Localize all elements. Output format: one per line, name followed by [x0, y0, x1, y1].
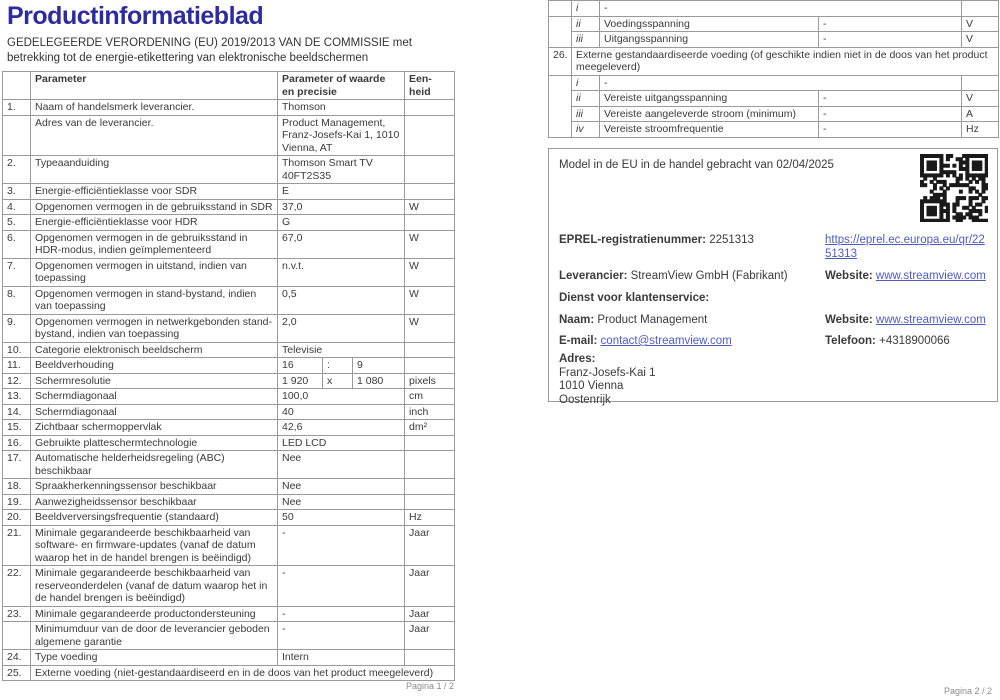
row-number: 21.	[3, 525, 31, 566]
website2-link[interactable]: www.streamview.com	[875, 314, 986, 326]
row-label: Minimumduur van de door de leverancier geboden algemene garantie	[31, 622, 278, 650]
phone-label: Telefoon:	[825, 335, 876, 347]
row-unit: Hz	[962, 122, 999, 138]
table-row	[3, 342, 455, 358]
row-label: Schermdiagonaal	[31, 389, 278, 405]
row-roman-numeral: i	[572, 1, 600, 17]
customer-service-heading-row	[559, 291, 989, 305]
table-row	[549, 122, 999, 138]
address-block	[559, 353, 989, 407]
row-value: LED LCD	[278, 435, 405, 451]
row-unit	[405, 358, 455, 374]
row-unit: Jaar	[405, 566, 455, 607]
row-label: Spraakherkenningssensor beschikbaar	[31, 479, 278, 495]
supplier-row	[559, 269, 989, 283]
row-number	[549, 75, 572, 137]
row-value: Nee	[278, 479, 405, 495]
product-info-table-page1	[2, 71, 455, 681]
row-unit: V	[962, 91, 999, 107]
product-info-table-page2	[548, 0, 999, 138]
row-number: 13.	[3, 389, 31, 405]
row-label: Type voeding	[31, 650, 278, 666]
header-value: Parameter of waarde en precisie	[278, 72, 405, 100]
table-row	[3, 373, 455, 389]
page-title: Productinformatieblad	[7, 2, 264, 30]
row-unit	[405, 342, 455, 358]
row-value: n.v.t.	[278, 258, 405, 286]
address-line-2: 1010 Vienna	[559, 380, 624, 392]
row-label: Typeaanduiding	[31, 156, 278, 184]
row-value: 40	[278, 404, 405, 420]
row-value: -	[819, 106, 962, 122]
row-number: 8.	[3, 286, 31, 314]
row-label: Gebruikte platteschermtechnologie	[31, 435, 278, 451]
row-value: -	[819, 16, 962, 32]
phone-value: +4318900066	[879, 335, 950, 347]
row-label: Opgenomen vermogen in uitstand, indien van toepassing	[31, 258, 278, 286]
table-row	[3, 420, 455, 436]
row-number: 14.	[3, 404, 31, 420]
table-row	[3, 184, 455, 200]
row-roman-numeral: iii	[572, 106, 600, 122]
row-unit: W	[405, 314, 455, 342]
row-roman-numeral: iii	[572, 32, 600, 48]
row-unit	[962, 75, 999, 91]
row-value: 100,0	[278, 389, 405, 405]
table-row	[3, 389, 455, 405]
row-value-separator: :	[323, 358, 353, 374]
row-number	[549, 1, 572, 17]
row-label: Externe voeding (niet-gestandaardiseerd en in de doos van het product meegeleverd)	[31, 665, 455, 681]
row-number: 10.	[3, 342, 31, 358]
row-value: -	[278, 622, 405, 650]
eprel-registration-row	[559, 233, 989, 260]
row-value: 1 080	[353, 373, 405, 389]
row-number	[3, 622, 31, 650]
table-header-row	[3, 72, 455, 100]
table-row	[3, 665, 455, 681]
eprel-link[interactable]: https://eprel.ec.europa.eu/qr/2251313	[825, 234, 985, 260]
table-row	[3, 451, 455, 479]
row-unit: W	[405, 286, 455, 314]
row-unit	[405, 451, 455, 479]
row-unit	[962, 1, 999, 17]
row-number: 12.	[3, 373, 31, 389]
page-2	[548, 0, 998, 138]
row-number: 9.	[3, 314, 31, 342]
row-value: 37,0	[278, 199, 405, 215]
row-number: 25.	[3, 665, 31, 681]
row-value: 50	[278, 510, 405, 526]
table-row	[3, 358, 455, 374]
row-unit: V	[962, 32, 999, 48]
row-number: 24.	[3, 650, 31, 666]
row-label: Vereiste stroomfrequentie	[600, 122, 819, 138]
row-unit	[405, 115, 455, 156]
table-row	[3, 650, 455, 666]
row-number: 22.	[3, 566, 31, 607]
table-row	[549, 32, 999, 48]
row-value: Thomson Smart TV 40FT2S35	[278, 156, 405, 184]
qr-code	[920, 154, 988, 222]
table-row	[3, 606, 455, 622]
page-1-footer: Pagina 1 / 2	[405, 681, 454, 691]
row-number: 7.	[3, 258, 31, 286]
row-label: Minimale gegarandeerde beschikbaarheid van reserveonderdelen (vanaf de datum waarop het in de handel brengen is beëindigd)	[31, 566, 278, 607]
website2-label: Website:	[825, 314, 873, 326]
page-subtitle: GEDELEGEERDE VERORDENING (EU) 2019/2013 VAN DE COMMISSIE met betrekking tot de energie-etikettering van elektronische beeldschermen	[7, 37, 412, 64]
address-line-1: Franz-Josefs-Kai 1	[559, 366, 656, 379]
row-value: -	[278, 606, 405, 622]
supplier-label: Leverancier:	[559, 270, 628, 282]
row-value: Nee	[278, 451, 405, 479]
row-unit: W	[405, 258, 455, 286]
customer-service-heading: Dienst voor klantenservice:	[559, 292, 710, 304]
row-unit: Jaar	[405, 622, 455, 650]
row-number: 18.	[3, 479, 31, 495]
row-value: Nee	[278, 494, 405, 510]
table-row	[3, 479, 455, 495]
table-row	[549, 16, 999, 32]
row-number	[549, 16, 572, 47]
row-label: Naam of handelsmerk leverancier.	[31, 100, 278, 116]
row-unit	[405, 650, 455, 666]
row-label: Opgenomen vermogen in netwerkgebonden stand-bystand, indien van toepassing	[31, 314, 278, 342]
row-unit	[405, 479, 455, 495]
row-label: Energie-efficiëntieklasse voor HDR	[31, 215, 278, 231]
row-label: Minimale gegarandeerde beschikbaarheid van software- en firmware-updates (vanaf de datum waarop het in de handel brengen is beëindigd)	[31, 525, 278, 566]
row-value: -	[819, 32, 962, 48]
row-roman-numeral: iv	[572, 122, 600, 138]
row-value: 0,5	[278, 286, 405, 314]
row-number: 11.	[3, 358, 31, 374]
website-label: Website:	[825, 270, 873, 282]
table-row	[3, 622, 455, 650]
address-label: Adres:	[559, 353, 596, 365]
header-parameter: Parameter	[31, 72, 278, 100]
email-link[interactable]: contact@streamview.com	[600, 335, 732, 347]
supplier-name: StreamView GmbH (Fabrikant)	[630, 270, 788, 282]
row-label: Categorie elektronisch beeldscherm	[31, 342, 278, 358]
table-row	[3, 525, 455, 566]
page-2-footer: Pagina 2 / 2	[943, 686, 992, 696]
table-row	[549, 1, 999, 17]
row-unit: dm²	[405, 420, 455, 436]
row-label: Schermdiagonaal	[31, 404, 278, 420]
row-unit: A	[962, 106, 999, 122]
row-label: Externe gestandaardiseerde voeding (of geschikte indien niet in de doos van het product meegeleverd)	[572, 47, 999, 75]
row-label: Opgenomen vermogen in de gebruiksstand in HDR-modus, indien geïmplementeerd	[31, 230, 278, 258]
row-value: -	[819, 122, 962, 138]
row-label: -	[600, 1, 962, 17]
row-label: Adres van de leverancier.	[31, 115, 278, 156]
row-label: Aanwezigheidssensor beschikbaar	[31, 494, 278, 510]
row-value: 1 920	[278, 373, 323, 389]
table-row	[3, 199, 455, 215]
row-number: 17.	[3, 451, 31, 479]
address-line-3: Oostenrijk	[559, 393, 611, 406]
row-value: -	[278, 525, 405, 566]
row-number: 6.	[3, 230, 31, 258]
table-row	[549, 91, 999, 107]
row-number: 1.	[3, 100, 31, 116]
row-unit: cm	[405, 389, 455, 405]
row-label: Opgenomen vermogen in de gebruiksstand in SDR	[31, 199, 278, 215]
row-value: 16	[278, 358, 323, 374]
eprel-number: 2251313	[709, 234, 754, 246]
table-row	[3, 156, 455, 184]
row-label: Voedingsspanning	[600, 16, 819, 32]
row-unit: pixels	[405, 373, 455, 389]
row-value: -	[278, 566, 405, 607]
row-number: 16.	[3, 435, 31, 451]
row-number: 20.	[3, 510, 31, 526]
row-number: 23.	[3, 606, 31, 622]
eprel-label: EPREL-registratienummer:	[559, 234, 706, 246]
row-roman-numeral: i	[572, 75, 600, 91]
row-number: 5.	[3, 215, 31, 231]
table-row	[3, 404, 455, 420]
row-value: 42,6	[278, 420, 405, 436]
table-body-page1	[3, 100, 455, 681]
email-phone-row	[559, 334, 989, 348]
header-number-cell	[3, 72, 31, 100]
table-body-page2	[549, 1, 999, 138]
table-row	[3, 215, 455, 231]
row-number: 26.	[549, 47, 572, 75]
table-row	[3, 258, 455, 286]
row-value-separator: x	[323, 373, 353, 389]
row-roman-numeral: ii	[572, 91, 600, 107]
registration-info-box	[548, 148, 998, 406]
table-row	[549, 75, 999, 91]
row-value: 9	[353, 358, 405, 374]
row-label: Vereiste aangeleverde stroom (minimum)	[600, 106, 819, 122]
row-value: 2,0	[278, 314, 405, 342]
row-unit	[405, 100, 455, 116]
row-label: -	[600, 75, 962, 91]
row-number: 3.	[3, 184, 31, 200]
row-unit	[405, 494, 455, 510]
row-label: Zichtbaar schermoppervlak	[31, 420, 278, 436]
row-value: E	[278, 184, 405, 200]
row-label: Beeldverhouding	[31, 358, 278, 374]
row-number: 19.	[3, 494, 31, 510]
model-availability-line: Model in de EU in de handel gebracht van 02/04/2025	[559, 159, 834, 171]
row-label: Uitgangsspanning	[600, 32, 819, 48]
row-label: Energie-efficiëntieklasse voor SDR	[31, 184, 278, 200]
row-label: Vereiste uitgangsspanning	[600, 91, 819, 107]
row-unit	[405, 215, 455, 231]
row-label: Beeldverversingsfrequentie (standaard)	[31, 510, 278, 526]
row-number: 2.	[3, 156, 31, 184]
row-label: Schermresolutie	[31, 373, 278, 389]
row-unit: Hz	[405, 510, 455, 526]
email-label: E-mail:	[559, 335, 598, 347]
table-row	[549, 106, 999, 122]
row-number: 15.	[3, 420, 31, 436]
service-name-row	[559, 313, 989, 327]
table-row	[3, 286, 455, 314]
row-unit	[405, 184, 455, 200]
row-unit: Jaar	[405, 525, 455, 566]
table-row	[3, 494, 455, 510]
row-value: Intern	[278, 650, 405, 666]
row-value: Televisie	[278, 342, 405, 358]
table-row	[549, 47, 999, 75]
page-1	[2, 2, 456, 681]
row-unit: Jaar	[405, 606, 455, 622]
table-row	[3, 230, 455, 258]
row-unit	[405, 156, 455, 184]
row-value: -	[819, 91, 962, 107]
row-number: 4.	[3, 199, 31, 215]
row-unit	[405, 435, 455, 451]
row-roman-numeral: ii	[572, 16, 600, 32]
service-name-label: Naam:	[559, 314, 595, 326]
table-row	[3, 115, 455, 156]
row-value: Thomson	[278, 100, 405, 116]
table-row	[3, 566, 455, 607]
row-label: Minimale gegarandeerde productondersteuning	[31, 606, 278, 622]
header-unit: Een-heid	[405, 72, 455, 100]
table-row	[3, 435, 455, 451]
row-value: 67,0	[278, 230, 405, 258]
row-label: Opgenomen vermogen in stand-bystand, indien van toepassing	[31, 286, 278, 314]
row-unit: V	[962, 16, 999, 32]
row-number	[3, 115, 31, 156]
table-row	[3, 510, 455, 526]
service-name-value: Product Management	[597, 314, 708, 326]
table-row	[3, 100, 455, 116]
row-label: Automatische helderheidsregeling (ABC) beschikbaar	[31, 451, 278, 479]
row-value: Product Management, Franz-Josefs-Kai 1, 1010 Vienna, AT	[278, 115, 405, 156]
row-value: G	[278, 215, 405, 231]
website-link[interactable]: www.streamview.com	[875, 270, 986, 282]
table-row	[3, 314, 455, 342]
row-unit: W	[405, 199, 455, 215]
row-unit: inch	[405, 404, 455, 420]
row-unit: W	[405, 230, 455, 258]
